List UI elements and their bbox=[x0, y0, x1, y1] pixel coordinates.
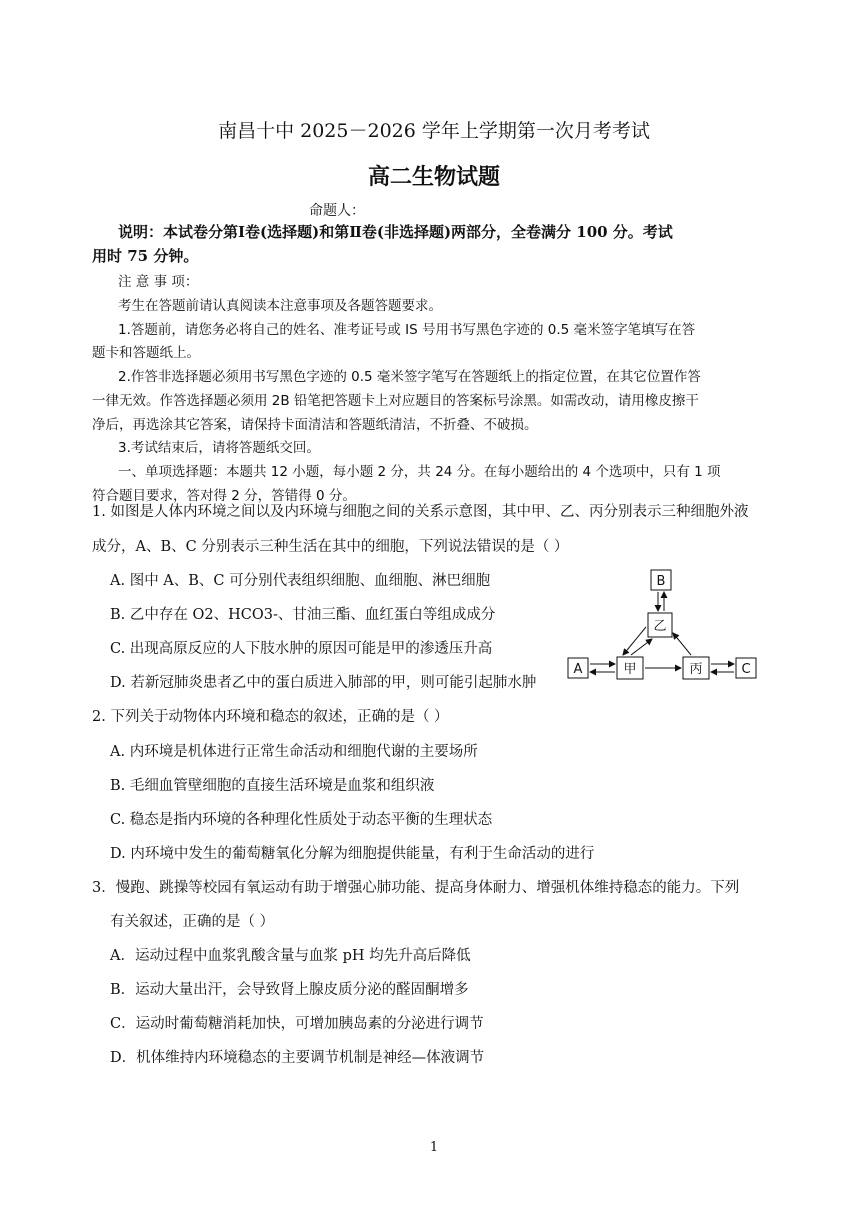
section-heading-line-1: 一、单项选择题：本题共 12 小题，每小题 2 分，共 24 分。在每小题给出的 4 个选项中，只有 1 项 bbox=[118, 464, 721, 480]
page-number: 1 bbox=[429, 1140, 439, 1155]
author-label: 命题人： bbox=[309, 203, 365, 219]
label-bing: 丙 bbox=[689, 662, 703, 677]
question-2-option-c: C. 稳态是指内环境的各种理化性质处于动态平衡的生理状态 bbox=[110, 812, 493, 828]
notice-title: 注 意 事 项： bbox=[118, 274, 199, 290]
notice-item-2-line-3: 净后，再选涂其它答案，请保持卡面清洁和答题纸清洁，不折叠、不破损。 bbox=[92, 417, 538, 433]
question-2-stem: 2. 下列关于动物体内环境和稳态的叙述，正确的是（ ） bbox=[92, 709, 449, 725]
question-2-option-d: D. 内环境中发生的葡萄糖氧化分解为细胞提供能量，有利于生命活动的进行 bbox=[110, 846, 595, 862]
label-a: A bbox=[573, 662, 583, 677]
notice-item-2-line-1: 2.作答非选择题必须用书写黑色字迹的 0.5 毫米签字笔写在答题纸上的指定位置，在其它位置作答 bbox=[118, 369, 701, 385]
question-1-option-b: B. 乙中存在 O2、HCO3-、甘油三酯、血红蛋白等组成成分 bbox=[110, 607, 496, 623]
description-line-2: 用时 75 分钟。 bbox=[92, 247, 199, 265]
notice-item-2-line-2: 一律无效。作答选择题必须用 2B 铅笔把答题卡上对应题目的答案标号涂黑。如需改动，请用橡皮擦干 bbox=[92, 393, 699, 409]
label-c: C bbox=[741, 662, 751, 677]
question-3-option-c: C．运动时葡萄糖消耗加快，可增加胰岛素的分泌进行调节 bbox=[110, 1016, 484, 1032]
question-2-option-b: B. 毛细血管壁细胞的直接生活环境是血浆和组织液 bbox=[110, 778, 435, 794]
notice-item-1-line-2: 题卡和答题纸上。 bbox=[92, 345, 200, 361]
exam-title: 南昌十中 2025－2026 学年上学期第一次月考考试 bbox=[218, 120, 650, 142]
question-1-stem-line-2: 成分，A、B、C 分别表示三种生活在其中的细胞，下列说法错误的是（ ） bbox=[92, 539, 569, 555]
description-line-1: 说明：本试卷分第Ⅰ卷(选择题)和第Ⅱ卷(非选择题)两部分，全卷满分 100 分。考试 bbox=[118, 223, 673, 241]
question-3-stem-line-1: 3．慢跑、跳操等校园有氧运动有助于增强心肺功能、提高身体耐力、增强机体维持稳态的能力。下列 bbox=[92, 880, 740, 896]
notice-item-3: 3.考试结束后，请将答题纸交回。 bbox=[118, 440, 320, 456]
question-3-stem-line-2: 有关叙述，正确的是（ ） bbox=[110, 914, 275, 930]
question-3-option-d: D．机体维持内环境稳态的主要调节机制是神经—体液调节 bbox=[110, 1050, 485, 1066]
label-jia: 甲 bbox=[623, 662, 637, 677]
question-1-option-c: C. 出现高原反应的人下肢水肿的原因可能是甲的渗透压升高 bbox=[110, 641, 493, 657]
section-heading-line-2: 符合题目要求，答对得 2 分，答错得 0 分。 bbox=[92, 488, 356, 504]
question-1-stem-line-1: 1. 如图是人体内环境之间以及内环境与细胞之间的关系示意图，其中甲、乙、丙分别表示三种细胞外液 bbox=[92, 504, 749, 520]
exam-subtitle: 高二生物试题 bbox=[367, 164, 500, 190]
notice-intro: 考生在答题前请认真阅读本注意事项及各题答题要求。 bbox=[118, 298, 442, 314]
label-yi: 乙 bbox=[653, 619, 667, 634]
question-2-option-a: A. 内环境是机体进行正常生命活动和细胞代谢的主要场所 bbox=[110, 744, 478, 760]
label-b: B bbox=[656, 574, 666, 589]
notice-item-1-line-1: 1.答题前，请您务必将自己的姓名、准考证号或 IS 号用书写黑色字迹的 0.5 毫米签字笔填写在答 bbox=[118, 322, 696, 338]
question-1-option-a: A. 图中 A、B、C 可分别代表组织细胞、血细胞、淋巴细胞 bbox=[110, 573, 491, 589]
question-3-option-b: B．运动大量出汗，会导致肾上腺皮质分泌的醛固酮增多 bbox=[110, 982, 469, 998]
question-1-option-d: D. 若新冠肺炎患者乙中的蛋白质进入肺部的甲，则可能引起肺水肿 bbox=[110, 675, 537, 691]
question-3-option-a: A．运动过程中血浆乳酸含量与血浆 pH 均先升高后降低 bbox=[110, 948, 471, 964]
body-fluid-diagram bbox=[563, 567, 768, 687]
